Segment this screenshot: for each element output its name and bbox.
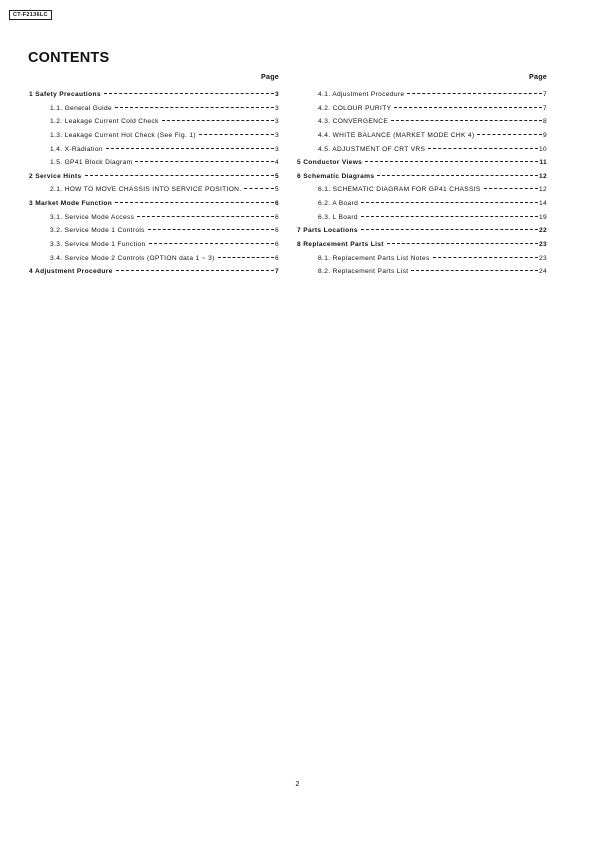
toc-subsection-entry[interactable] bbox=[297, 117, 547, 131]
toc-subsection-entry[interactable] bbox=[29, 131, 279, 145]
toc-entry-page: 7 bbox=[274, 268, 279, 276]
toc-left-list bbox=[29, 90, 279, 281]
toc-section-entry[interactable] bbox=[29, 199, 279, 213]
toc-entry-page: 19 bbox=[538, 213, 547, 221]
toc-entry-title: 2 Service Hints bbox=[29, 172, 82, 180]
toc-entry-title: 4.4. WHITE BALANCE (MARKET MODE CHK 4) bbox=[318, 131, 475, 139]
toc-entry-title: 6.2. A Board bbox=[318, 200, 359, 208]
toc-entry-title: 1.5. GP41 Block Diagram bbox=[50, 159, 133, 167]
toc-section-entry[interactable] bbox=[297, 226, 547, 240]
toc-entry-title: 4.5. ADJUSTMENT OF CRT VRS bbox=[318, 145, 426, 153]
dot-leader bbox=[377, 175, 538, 176]
toc-section-entry[interactable] bbox=[29, 90, 279, 104]
toc-entry-title: 3.4. Service Mode 2 Controls (OPTION data 1 ~ 3) bbox=[50, 254, 215, 262]
toc-entry-title: 8.1. Replacement Parts List Notes bbox=[318, 254, 430, 262]
dot-leader bbox=[106, 148, 274, 149]
toc-right-list bbox=[297, 90, 547, 281]
dot-leader bbox=[218, 257, 274, 258]
toc-entry-title: 2.1. HOW TO MOVE CHASSIS INTO SERVICE POSITION. bbox=[50, 186, 242, 194]
toc-entry-title: 4.1. Adjustment Procedure bbox=[318, 91, 405, 98]
toc-entry-title: 1.2. Leakage Current Cold Check bbox=[50, 118, 159, 126]
toc-entry-title: 4.3. CONVERGENCE bbox=[318, 118, 389, 126]
toc-entry-title: 4 Adjustment Procedure bbox=[29, 268, 113, 276]
toc-subsection-entry[interactable] bbox=[29, 254, 279, 268]
toc-entry-page: 23 bbox=[538, 254, 547, 262]
dot-leader bbox=[361, 202, 538, 203]
dot-leader bbox=[477, 134, 542, 135]
toc-entry-page: 7 bbox=[542, 91, 547, 98]
toc-right-column bbox=[297, 72, 547, 281]
toc-entry-page: 3 bbox=[274, 145, 279, 153]
dot-leader bbox=[135, 161, 274, 162]
toc-entry-title: 3.3. Service Mode 1 Function bbox=[50, 241, 146, 249]
toc-entry-page: 6 bbox=[274, 213, 279, 221]
toc-section-entry[interactable] bbox=[297, 158, 547, 172]
dot-leader bbox=[149, 243, 274, 244]
toc-entry-page: 8 bbox=[542, 118, 547, 126]
toc-entry-page: 9 bbox=[542, 131, 547, 139]
toc-entry-title: 5 Conductor Views bbox=[297, 159, 363, 167]
toc-entry-page: 3 bbox=[274, 118, 279, 126]
dot-leader bbox=[116, 270, 274, 271]
toc-entry-title: 6.1. SCHEMATIC DIAGRAM FOR GP41 CHASSIS bbox=[318, 186, 481, 194]
dot-leader bbox=[137, 216, 274, 217]
toc-entry-title: 1.1. General Guide bbox=[50, 104, 113, 112]
toc-entry-page: 14 bbox=[538, 200, 547, 208]
toc-entry-title: 8.2. Replacement Parts List bbox=[318, 268, 409, 276]
toc-entry-title: 6 Schematic Diagrams bbox=[297, 172, 375, 180]
toc-entry-page: 7 bbox=[542, 104, 547, 112]
toc-subsection-entry[interactable] bbox=[297, 199, 547, 213]
toc-entry-title: 8 Replacement Parts List bbox=[297, 241, 384, 249]
toc-entry-page: 12 bbox=[538, 186, 547, 194]
toc-subsection-entry[interactable] bbox=[29, 213, 279, 227]
dot-leader bbox=[407, 93, 542, 94]
toc-entry-page: 4 bbox=[274, 159, 279, 167]
dot-leader bbox=[361, 216, 538, 217]
toc-entry-title: 3 Market Mode Function bbox=[29, 200, 113, 208]
toc-section-entry[interactable] bbox=[297, 240, 547, 254]
toc-entry-page: 24 bbox=[538, 268, 547, 276]
toc-subsection-entry[interactable] bbox=[29, 104, 279, 118]
page-column-header-left: Page bbox=[261, 72, 279, 81]
footer-page-number: 2 bbox=[295, 779, 300, 788]
toc-subsection-entry[interactable] bbox=[29, 240, 279, 254]
dot-leader bbox=[104, 93, 274, 94]
toc-entry-page: 5 bbox=[274, 186, 279, 194]
toc-entry-title: 7 Parts Locations bbox=[297, 227, 358, 235]
dot-leader bbox=[361, 229, 538, 230]
dot-leader bbox=[199, 134, 274, 135]
toc-entry-title: 1.3. Leakage Current Hot Check (See Fig. 1) bbox=[50, 131, 196, 139]
dot-leader bbox=[428, 148, 538, 149]
toc-subsection-entry[interactable] bbox=[29, 185, 279, 199]
toc-entry-page: 6 bbox=[274, 241, 279, 249]
toc-entry-page: 11 bbox=[539, 159, 547, 167]
model-number-tag: CT-F2136LC bbox=[9, 10, 52, 20]
dot-leader bbox=[484, 188, 538, 189]
toc-entry-page: 23 bbox=[538, 241, 547, 249]
toc-entry-page: 6 bbox=[274, 254, 279, 262]
toc-subsection-entry[interactable] bbox=[29, 117, 279, 131]
dot-leader bbox=[391, 120, 542, 121]
toc-entry-page: 3 bbox=[274, 104, 279, 112]
page-column-header-right: Page bbox=[529, 72, 547, 81]
toc-entry-title: 4.2. COLOUR PURITY bbox=[318, 104, 392, 112]
toc-entry-title: 3.1. Service Mode Access bbox=[50, 213, 135, 221]
toc-section-entry[interactable] bbox=[29, 172, 279, 186]
toc-subsection-entry[interactable] bbox=[297, 254, 547, 268]
dot-leader bbox=[148, 229, 274, 230]
toc-subsection-entry[interactable] bbox=[29, 158, 279, 172]
toc-subsection-entry[interactable] bbox=[297, 185, 547, 199]
toc-section-entry[interactable] bbox=[297, 172, 547, 186]
toc-entry-page: 5 bbox=[274, 172, 279, 180]
dot-leader bbox=[115, 107, 274, 108]
dot-leader bbox=[115, 202, 274, 203]
toc-entry-page: 6 bbox=[274, 227, 279, 235]
toc-entry-title: 1.4. X-Radiation bbox=[50, 145, 103, 153]
toc-entry-page: 12 bbox=[538, 172, 547, 180]
dot-leader bbox=[365, 161, 538, 162]
toc-entry-page: 10 bbox=[538, 145, 547, 153]
toc-subsection-entry[interactable] bbox=[297, 145, 547, 159]
toc-subsection-entry[interactable] bbox=[29, 226, 279, 240]
toc-entry-page: 3 bbox=[274, 131, 279, 139]
toc-subsection-entry[interactable] bbox=[297, 131, 547, 145]
page-title: CONTENTS bbox=[28, 50, 110, 66]
toc-subsection-entry[interactable] bbox=[297, 213, 547, 227]
dot-leader bbox=[85, 175, 274, 176]
dot-leader bbox=[394, 107, 542, 108]
dot-leader bbox=[162, 120, 274, 121]
dot-leader bbox=[387, 243, 538, 244]
toc-entry-page: 22 bbox=[538, 227, 547, 235]
toc-left-column bbox=[29, 72, 279, 281]
toc-entry-page: 3 bbox=[274, 91, 279, 98]
toc-entry-title: 3.2. Service Mode 1 Controls bbox=[50, 227, 145, 235]
dot-leader bbox=[411, 270, 538, 271]
toc-subsection-entry[interactable] bbox=[297, 104, 547, 118]
toc-subsection-entry[interactable] bbox=[297, 90, 547, 104]
toc-subsection-entry[interactable] bbox=[29, 145, 279, 159]
toc-subsection-entry[interactable] bbox=[297, 267, 547, 281]
toc-entry-title: 6.3. L Board bbox=[318, 213, 358, 221]
dot-leader bbox=[244, 188, 274, 189]
toc-entry-title: 1 Safety Precautions bbox=[29, 91, 101, 98]
toc-entry-page: 6 bbox=[274, 200, 279, 208]
toc-section-entry[interactable] bbox=[29, 267, 279, 281]
dot-leader bbox=[433, 257, 538, 258]
